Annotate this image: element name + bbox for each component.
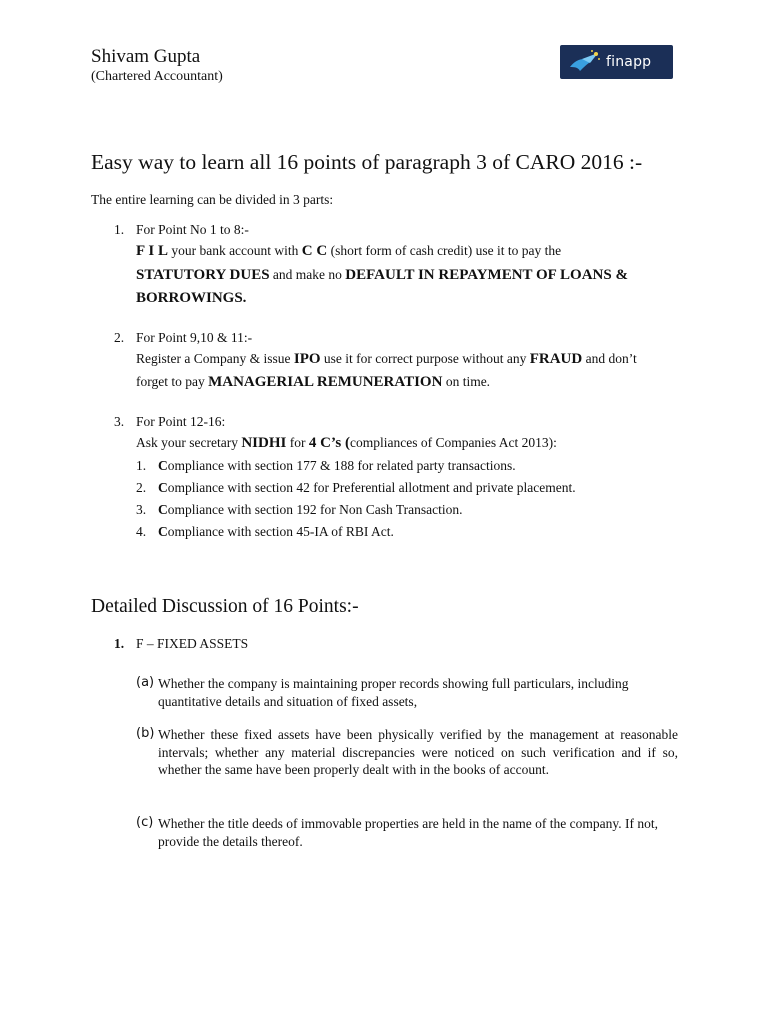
finapp-logo-icon xyxy=(568,49,602,75)
part-3-line-1: Ask your secretary NIDHI for 4 C’s (compliances of Companies Act 2013): xyxy=(136,435,557,451)
discussion-item-number: 1. xyxy=(114,636,125,651)
compliance-1-number: 1. xyxy=(136,458,147,473)
compliance-4: Compliance with section 45-IA of RBI Act. xyxy=(158,524,394,539)
clause-c-text: Whether the title deeds of immovable properties are held in the name of the company. If not, provide the details thereof. xyxy=(158,816,658,849)
fil-acronym: F I L xyxy=(136,243,168,259)
clause-b-letter: (b) xyxy=(136,726,155,741)
compliance-3: Compliance with section 192 for Non Cash Transaction. xyxy=(158,502,463,517)
fixed-assets-heading: F – FIXED ASSETS xyxy=(136,636,249,651)
clause-b-text: Whether these fixed assets have been physically verified by the management at reasonable intervals; whether any material discrepancies were noticed on such verification and if so, whether the same have been properly dealt with in the books of account. xyxy=(158,727,678,777)
part-3-heading: For Point 12-16: xyxy=(136,414,226,429)
part-2-number: 2. xyxy=(114,330,125,345)
part-2-heading: For Point 9,10 & 11:- xyxy=(136,330,253,345)
compliance-2: Compliance with section 42 for Preferential allotment and private placement. xyxy=(158,480,576,495)
part-3-number: 3. xyxy=(114,414,125,429)
author-title: (Chartered Accountant) xyxy=(91,69,223,84)
document-title: Easy way to learn all 16 points of paragraph 3 of CARO 2016 :- xyxy=(91,150,643,174)
compliance-1: Compliance with section 177 & 188 for related party transactions. xyxy=(158,458,516,473)
clause-a-text: Whether the company is maintaining proper records showing full particulars, including quantitative details and situation of fixed assets, xyxy=(158,676,629,709)
part-1-line-2: STATUTORY DUES and make no DEFAULT IN REPAYMENT OF LOANS & xyxy=(136,267,628,283)
part-1-line-3: BORROWINGS. xyxy=(136,290,247,306)
part-1-heading: For Point No 1 to 8:- xyxy=(136,222,249,237)
finapp-logo xyxy=(560,45,673,79)
compliance-3-number: 3. xyxy=(136,502,147,517)
part-1-line-1: F I L your bank account with C C (short form of cash credit) use it to pay the xyxy=(136,243,562,259)
compliance-4-number: 4. xyxy=(136,524,147,539)
clause-c-letter: (c) xyxy=(136,815,154,830)
part-2-line-2: forget to pay MANAGERIAL REMUNERATION on time. xyxy=(136,374,491,390)
author-name: Shivam Gupta xyxy=(91,46,201,67)
part-2-line-1: Register a Company & issue IPO use it for correct purpose without any FRAUD and don’t xyxy=(136,351,637,367)
compliance-2-number: 2. xyxy=(136,480,147,495)
cc-acronym: C C xyxy=(301,243,328,259)
part-1-number: 1. xyxy=(114,222,125,237)
discussion-title: Detailed Discussion of 16 Points:- xyxy=(91,596,359,617)
clause-a-letter: (a) xyxy=(136,675,155,690)
intro-text: The entire learning can be divided in 3 parts: xyxy=(91,192,334,207)
logo-text: finapp xyxy=(606,54,652,70)
